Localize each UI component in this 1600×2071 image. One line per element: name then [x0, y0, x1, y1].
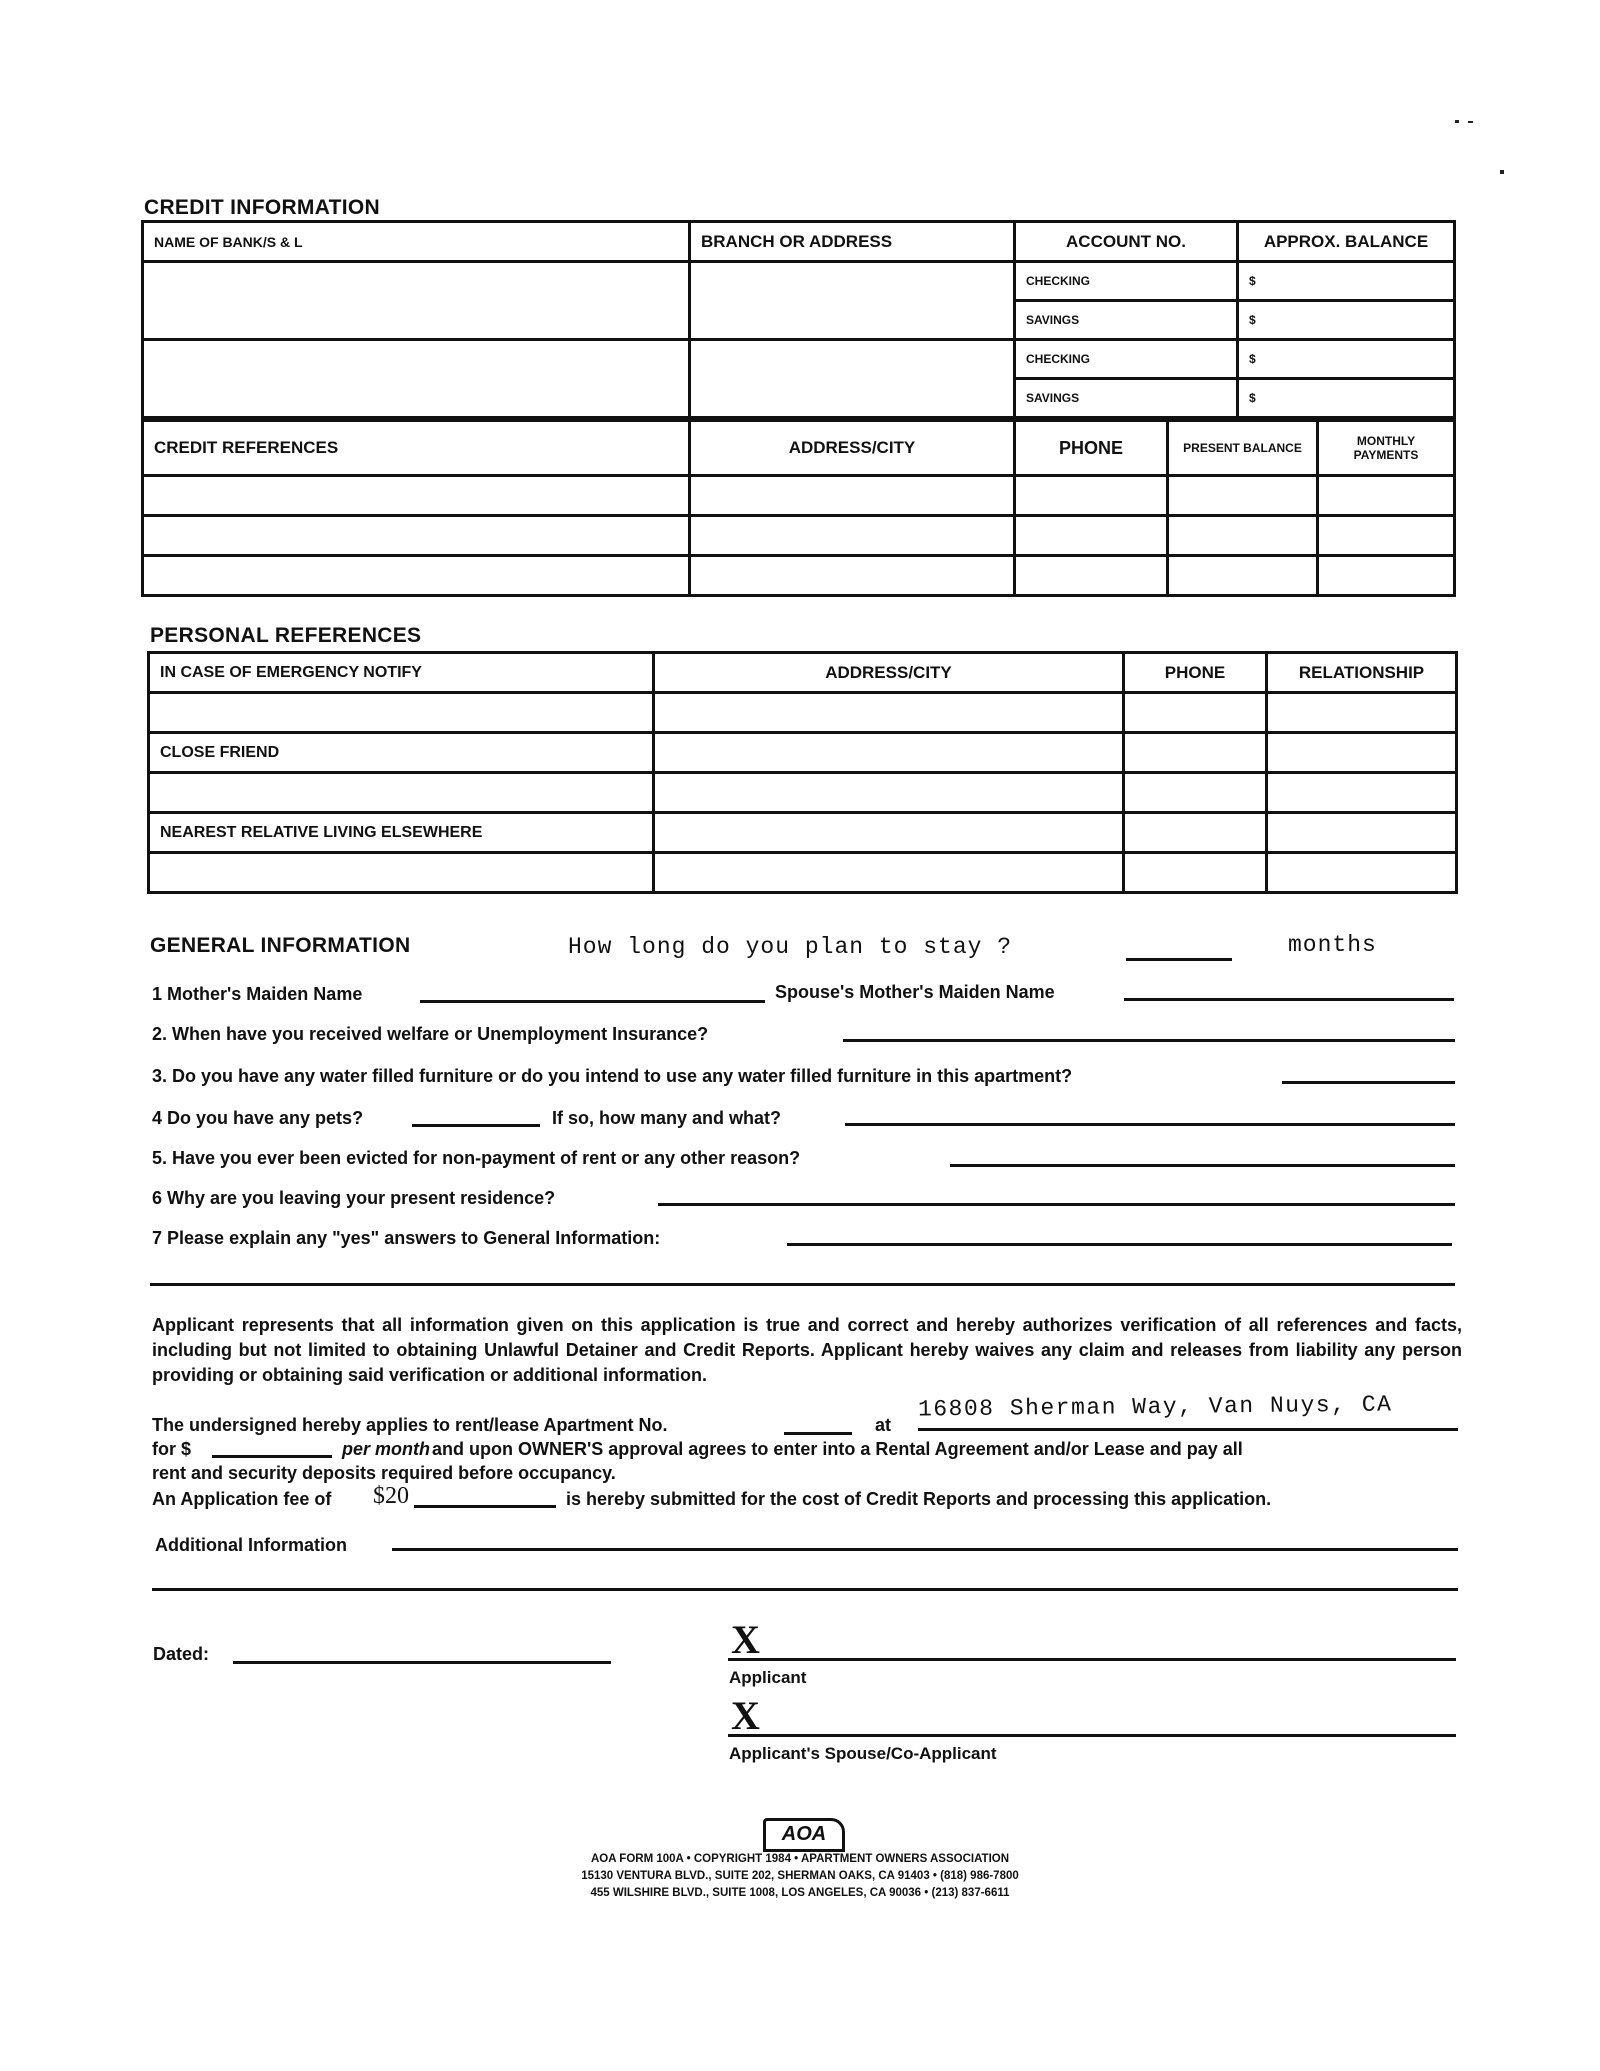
q6-label: 6 Why are you leaving your present residence?: [152, 1188, 556, 1208]
account-type-checking-1[interactable]: CHECKING: [1015, 262, 1238, 301]
relative-address-field[interactable]: [654, 853, 1124, 893]
credit-ref-phone-2[interactable]: [1015, 516, 1168, 556]
stay-months-field[interactable]: [1126, 958, 1232, 961]
credit-ref-payment-2[interactable]: [1318, 516, 1455, 556]
apply-text: The undersigned hereby applies to rent/lease Apartment No.: [152, 1415, 668, 1435]
personal-references-table: [147, 651, 1458, 894]
dated-label: Dated:: [153, 1644, 210, 1664]
header-name-of-bank: NAME OF BANK/S & L: [143, 222, 690, 262]
deposit-text: rent and security deposits required before occupancy.: [152, 1463, 616, 1483]
branch-address-field-1[interactable]: [690, 262, 1015, 340]
blank-cell: [654, 733, 1124, 773]
nearest-relative-label: NEAREST RELATIVE LIVING ELSEWHERE: [149, 813, 654, 853]
bank-name-field-2[interactable]: [143, 340, 690, 418]
credit-ref-name-3[interactable]: [143, 556, 690, 596]
bank-name-field-1[interactable]: [143, 262, 690, 340]
blank-cell: [654, 813, 1124, 853]
general-information-title: GENERAL INFORMATION: [150, 934, 411, 957]
fee-field[interactable]: [414, 1505, 556, 1508]
header-approx-balance: APPROX. BALANCE: [1238, 222, 1455, 262]
credit-ref-address-3[interactable]: [690, 556, 1015, 596]
header-branch-or-address: BRANCH OR ADDRESS: [690, 222, 1015, 262]
credit-ref-address-2[interactable]: [690, 516, 1015, 556]
close-friend-name-field[interactable]: [149, 773, 654, 813]
credit-ref-name-1[interactable]: [143, 476, 690, 516]
relative-relationship-field[interactable]: [1267, 853, 1457, 893]
close-friend-phone-field[interactable]: [1124, 773, 1267, 813]
fee-suffix: is hereby submitted for the cost of Credit Reports and processing this application.: [566, 1489, 1272, 1509]
q1-label: 1 Mother's Maiden Name: [152, 984, 363, 1004]
blank-cell: [1124, 813, 1267, 853]
credit-ref-phone-3[interactable]: [1015, 556, 1168, 596]
owner-approval-text: and upon OWNER'S approval agrees to enter into a Rental Agreement and/or Lease and pay all: [432, 1439, 1243, 1459]
q5-label: 5. Have you ever been evicted for non-payment of rent or any other reason?: [152, 1148, 801, 1168]
credit-ref-address-1[interactable]: [690, 476, 1015, 516]
address-field[interactable]: [918, 1428, 1458, 1431]
header-credit-references: CREDIT REFERENCES: [143, 421, 690, 476]
header-monthly-payments: MONTHLY PAYMENTS: [1318, 421, 1455, 476]
footer-line-3: 455 WILSHIRE BLVD., SUITE 1008, LOS ANGELES, CA 90036 • (213) 837-6611: [590, 1887, 1010, 1899]
apartment-no-field[interactable]: [784, 1432, 852, 1435]
q2-label: 2. When have you received welfare or Unemployment Insurance?: [152, 1024, 709, 1044]
q4-label: 4 Do you have any pets?: [152, 1108, 364, 1128]
scan-mark: [1468, 121, 1473, 123]
credit-information-title: CREDIT INFORMATION: [144, 196, 380, 219]
header-address-city: ADDRESS/CITY: [654, 653, 1124, 693]
pets-details-field[interactable]: [845, 1123, 1455, 1126]
per-month-text: per month: [342, 1439, 430, 1459]
water-furniture-field[interactable]: [1282, 1081, 1455, 1084]
applicant-signature-field[interactable]: [728, 1658, 1456, 1661]
yes-explanation-field[interactable]: [787, 1243, 1452, 1246]
blank-cell: [1267, 813, 1457, 853]
address-value[interactable]: 16808 Sherman Way, Van Nuys, CA: [917, 1391, 1393, 1423]
emergency-address-field[interactable]: [654, 693, 1124, 733]
branch-address-field-2[interactable]: [690, 340, 1015, 418]
bank-accounts-table: [141, 220, 1456, 419]
applicant-sign-x: X: [731, 1617, 760, 1662]
header-phone: PHONE: [1124, 653, 1267, 693]
blank-cell: [1267, 733, 1457, 773]
aoa-logo: AOA: [763, 1818, 845, 1852]
additional-info-label: Additional Information: [155, 1535, 347, 1555]
stay-unit: months: [1288, 932, 1377, 958]
yes-explanation-field-line-2[interactable]: [150, 1283, 1455, 1286]
credit-ref-phone-1[interactable]: [1015, 476, 1168, 516]
rent-amount-field[interactable]: [212, 1455, 332, 1458]
credit-ref-balance-3[interactable]: [1168, 556, 1318, 596]
additional-info-field-line-2[interactable]: [152, 1588, 1458, 1591]
close-friend-address-field[interactable]: [654, 773, 1124, 813]
emergency-phone-field[interactable]: [1124, 693, 1267, 733]
close-friend-label: CLOSE FRIEND: [149, 733, 654, 773]
scan-mark: [1455, 120, 1459, 123]
eviction-field[interactable]: [950, 1164, 1455, 1167]
credit-ref-name-2[interactable]: [143, 516, 690, 556]
header-address-city: ADDRESS/CITY: [690, 421, 1015, 476]
footer-line-1: AOA FORM 100A • COPYRIGHT 1984 • APARTMENT OWNERS ASSOCIATION: [590, 1853, 1010, 1865]
balance-checking-2[interactable]: $: [1238, 340, 1455, 379]
q1-spouse-label: Spouse's Mother's Maiden Name: [775, 982, 1055, 1002]
footer-line-2: 15130 VENTURA BLVD., SUITE 202, SHERMAN OAKS, CA 91403 • (818) 986-7800: [581, 1870, 1019, 1882]
fee-value[interactable]: $20: [373, 1483, 409, 1509]
q3-label: 3. Do you have any water filled furniture or do you intend to use any water filled furniture in this apartment?: [152, 1066, 1073, 1086]
header-account-no: ACCOUNT NO.: [1015, 222, 1238, 262]
header-present-balance: PRESENT BALANCE: [1168, 421, 1318, 476]
account-type-checking-2[interactable]: CHECKING: [1015, 340, 1238, 379]
account-type-savings-1[interactable]: SAVINGS: [1015, 301, 1238, 340]
stay-question: How long do you plan to stay ?: [568, 934, 1013, 960]
credit-ref-payment-1[interactable]: [1318, 476, 1455, 516]
emergency-relationship-field[interactable]: [1267, 693, 1457, 733]
at-text: at: [875, 1415, 892, 1435]
credit-references-table: [141, 419, 1456, 597]
relative-phone-field[interactable]: [1124, 853, 1267, 893]
mothers-maiden-name-field[interactable]: [420, 1000, 765, 1003]
fee-prefix: An Application fee of: [152, 1489, 332, 1509]
scan-mark: [1500, 170, 1504, 174]
pets-field[interactable]: [412, 1124, 540, 1127]
additional-info-field[interactable]: [392, 1548, 1458, 1551]
credit-ref-balance-1[interactable]: [1168, 476, 1318, 516]
personal-references-title: PERSONAL REFERENCES: [150, 624, 422, 647]
co-applicant-label: Applicant's Spouse/Co-Applicant: [729, 1744, 997, 1763]
for-text: for $: [152, 1439, 192, 1459]
credit-ref-payment-3[interactable]: [1318, 556, 1455, 596]
header-emergency-notify: IN CASE OF EMERGENCY NOTIFY: [149, 653, 654, 693]
emergency-name-field[interactable]: [149, 693, 654, 733]
relative-name-field[interactable]: [149, 853, 654, 893]
date-field[interactable]: [233, 1661, 611, 1664]
balance-savings-2[interactable]: $: [1238, 379, 1455, 418]
agreement-paragraph: Applicant represents that all information given on this application is true and correct and hereby authorizes verification of all references and facts, including but not limited to obtaining Unlawful Detainer and Credit Reports. Applicant hereby waives any claim and releases from liability any person providing or obtaining said verification or additional information.: [152, 1315, 1462, 1385]
spouse-mothers-maiden-name-field[interactable]: [1124, 998, 1454, 1001]
header-relationship: RELATIONSHIP: [1267, 653, 1457, 693]
account-type-savings-2[interactable]: SAVINGS: [1015, 379, 1238, 418]
co-applicant-sign-x: X: [731, 1693, 760, 1738]
credit-ref-balance-2[interactable]: [1168, 516, 1318, 556]
blank-cell: [1124, 733, 1267, 773]
balance-savings-1[interactable]: $: [1238, 301, 1455, 340]
leaving-reason-field[interactable]: [658, 1203, 1455, 1206]
applicant-label: Applicant: [729, 1668, 807, 1687]
close-friend-relationship-field[interactable]: [1267, 773, 1457, 813]
balance-checking-1[interactable]: $: [1238, 262, 1455, 301]
q7-label: 7 Please explain any "yes" answers to General Information:: [152, 1228, 661, 1248]
header-phone: PHONE: [1015, 421, 1168, 476]
q4-followup-label: If so, how many and what?: [552, 1108, 782, 1128]
welfare-field[interactable]: [843, 1039, 1455, 1042]
co-applicant-signature-field[interactable]: [728, 1734, 1456, 1737]
